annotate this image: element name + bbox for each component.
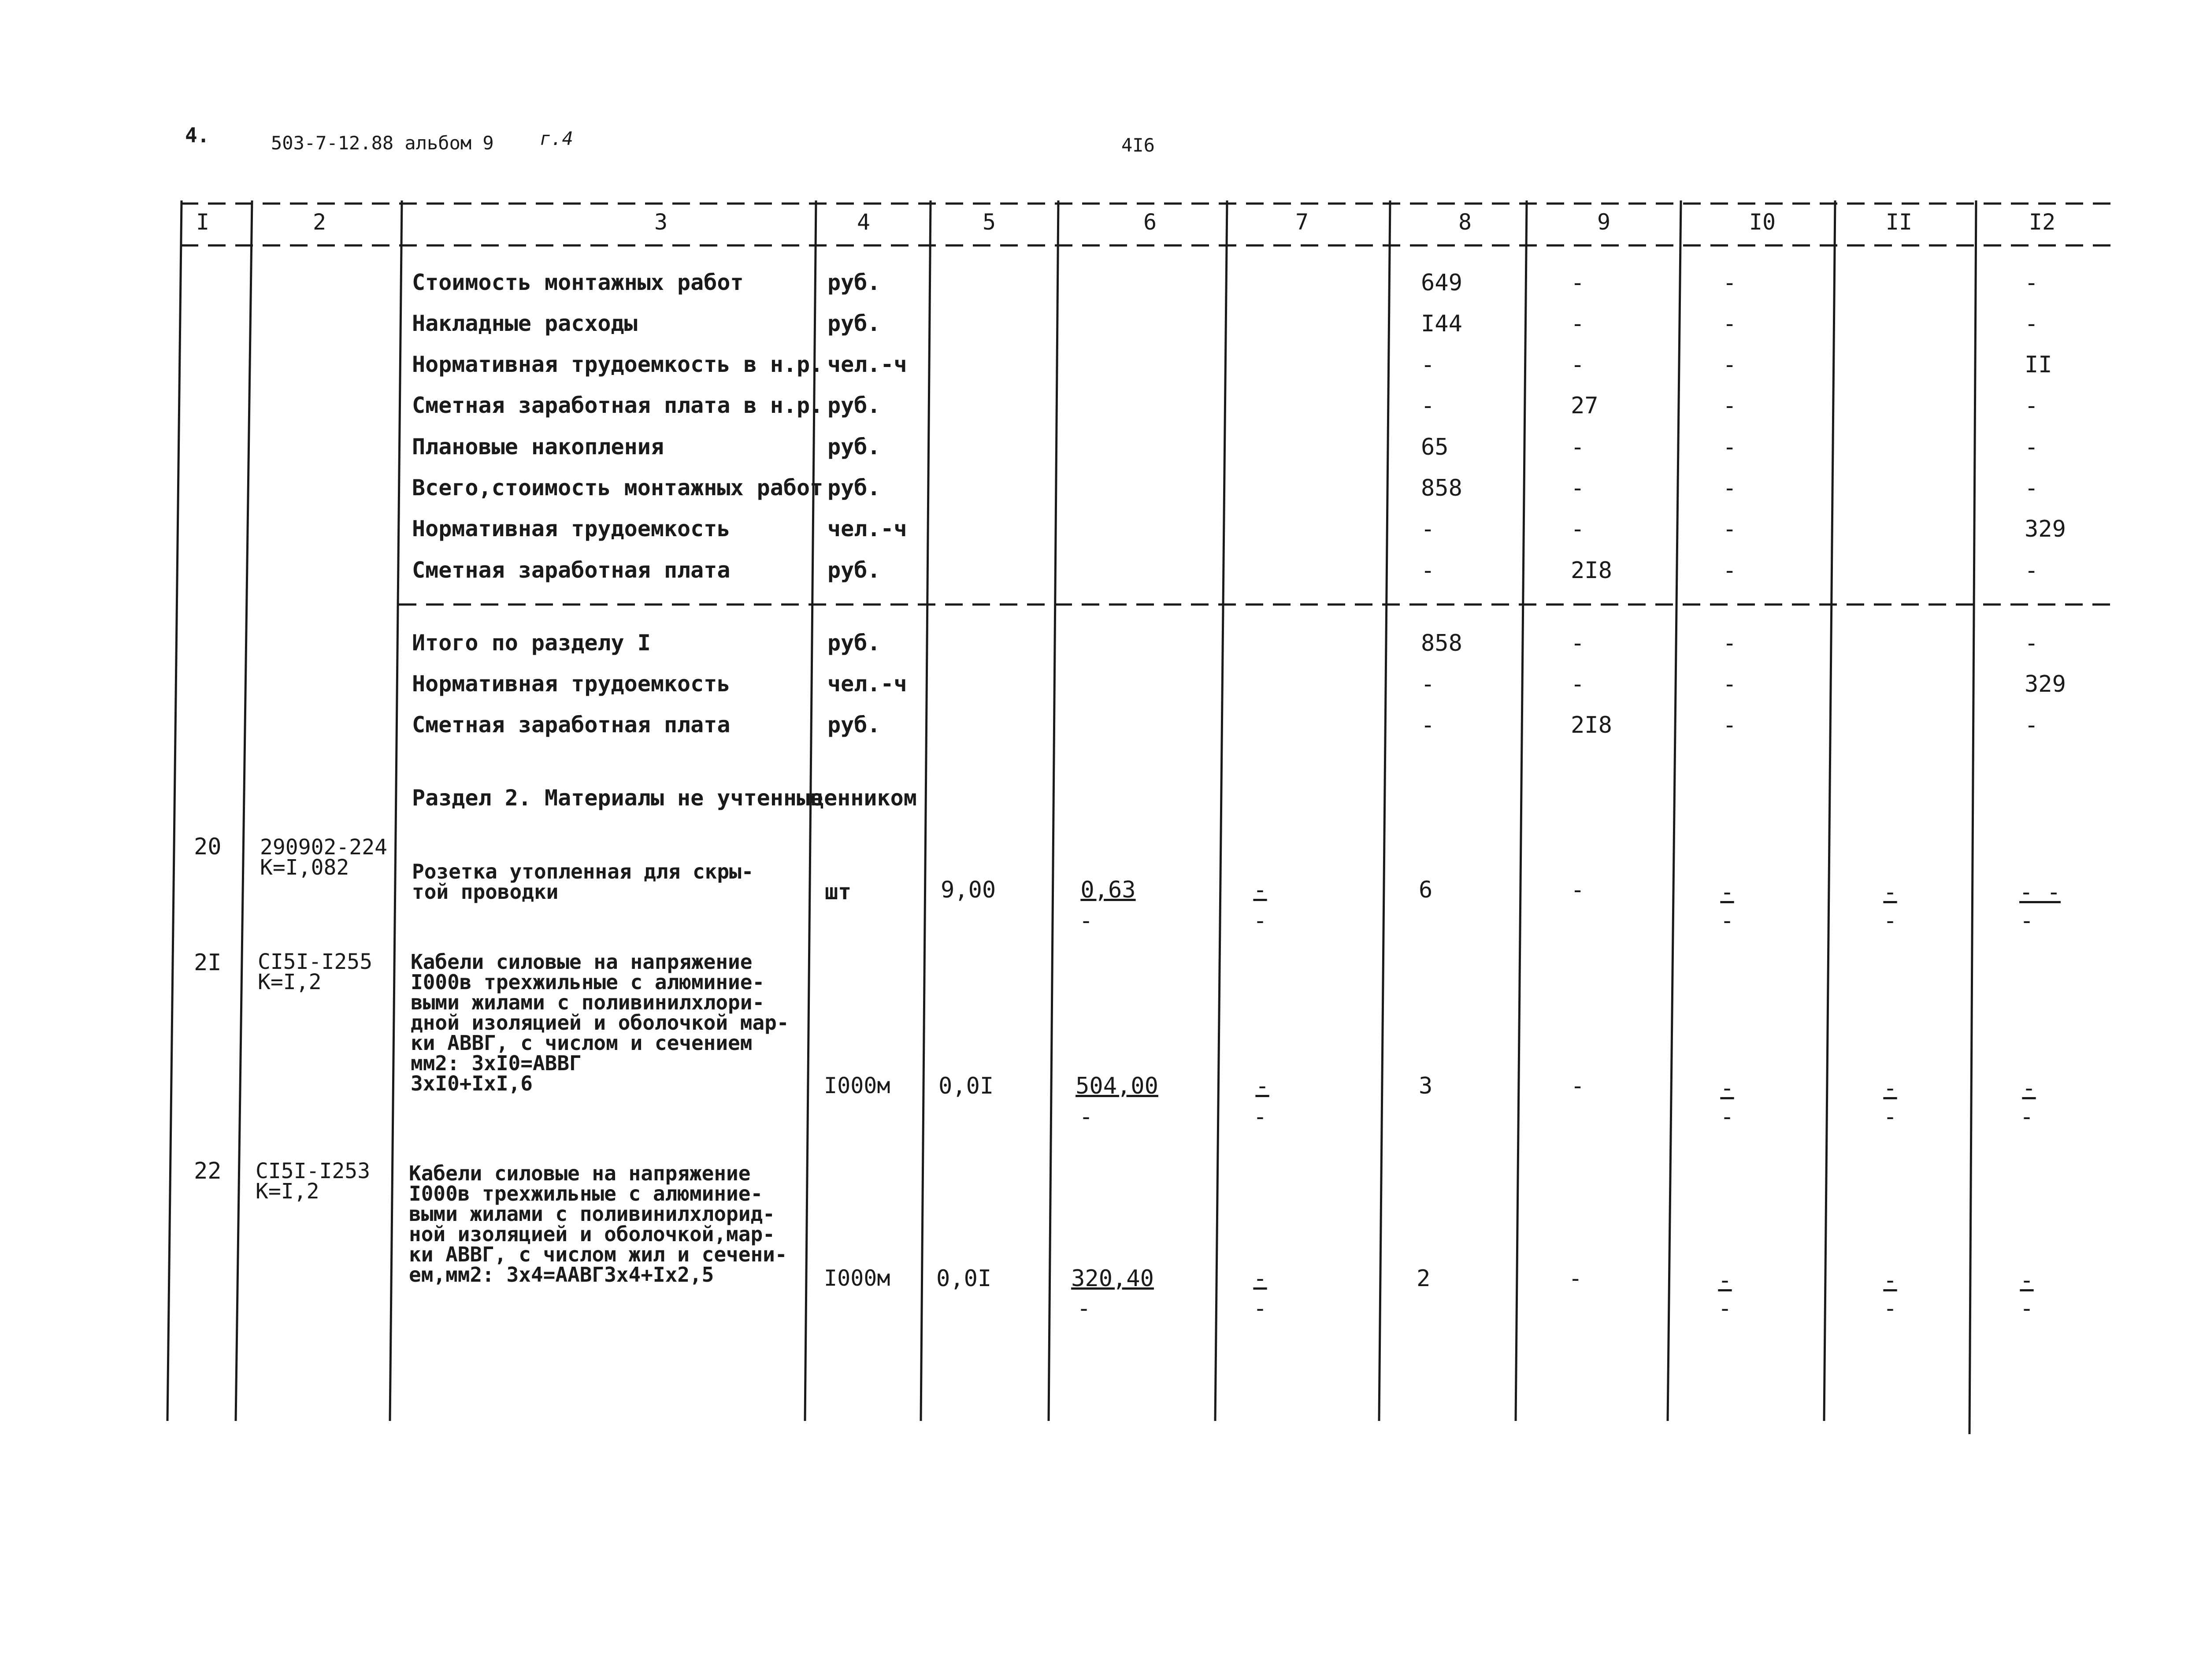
column-number: I: [196, 209, 210, 235]
row-description: Нормативная трудоемкость: [412, 671, 731, 697]
value-col12: 329: [2025, 671, 2066, 697]
item-coefficient: К=I,2: [256, 1179, 319, 1204]
section-title-continuation: ценником: [811, 785, 917, 811]
item-description: той проводки: [412, 880, 559, 904]
value-col7-top: -: [1253, 877, 1267, 903]
item-description: I000в трехжильные с алюминие-: [409, 1182, 763, 1205]
row-unit: руб.: [827, 270, 881, 295]
value-col9: -: [1571, 270, 1585, 296]
item-quantity: 0,0I: [936, 1265, 992, 1292]
column-number: II: [1885, 209, 1913, 235]
row-unit: чел.-ч: [827, 671, 907, 697]
column-number: 4: [857, 209, 871, 235]
value-col12: -: [2025, 557, 2039, 584]
value-col12: -: [2025, 630, 2039, 656]
item-code: СI5I-I255: [258, 949, 373, 974]
item-price: 504,00: [1076, 1073, 1158, 1099]
value-col8: -: [1421, 516, 1435, 542]
column-number: 5: [982, 209, 996, 235]
row-description: Сметная заработная плата: [412, 712, 731, 738]
row-description: Накладные расходы: [412, 311, 638, 336]
value-col9: -: [1571, 630, 1585, 656]
item-description: Кабели силовые на напряжение: [411, 950, 753, 974]
row-description: Плановые накопления: [412, 434, 664, 460]
value-col12: -: [2025, 311, 2039, 337]
column-number: I2: [2029, 209, 2056, 235]
item-number: 20: [194, 834, 222, 860]
item-unit: I000м: [824, 1073, 890, 1098]
column-number: 9: [1597, 209, 1611, 235]
value-col12: -: [2025, 270, 2039, 296]
value-col9: 2I8: [1571, 557, 1612, 584]
item-unit: I000м: [824, 1265, 890, 1291]
value-col10-bottom: -: [1720, 908, 1734, 934]
item-price-bottom: -: [1077, 1295, 1091, 1322]
value-col12-bottom: -: [2020, 1104, 2034, 1130]
item-quantity: 9,00: [941, 877, 996, 903]
column-number: 7: [1295, 209, 1309, 235]
value-col10: -: [1723, 434, 1737, 460]
value-col7-top: -: [1255, 1073, 1269, 1099]
value-col8: 858: [1421, 630, 1462, 656]
document-code: 503-7-12.88 альбом 9: [271, 132, 494, 154]
handwritten-note: г.4: [540, 128, 573, 149]
value-col9: -: [1571, 671, 1585, 697]
value-col10-top: -: [1720, 879, 1734, 905]
section-title: Раздел 2. Материалы не учтенные: [412, 785, 823, 811]
item-description: I000в трехжильные с алюминие-: [411, 970, 765, 994]
page-number: 4I6: [1121, 134, 1155, 156]
value-col7-top: -: [1253, 1265, 1267, 1292]
value-col8: 65: [1421, 434, 1449, 460]
column-number: 3: [654, 209, 668, 235]
value-col10-top: -: [1720, 1075, 1734, 1101]
value-col10: -: [1723, 671, 1737, 697]
row-unit: руб.: [827, 630, 881, 656]
item-price: 320,40: [1071, 1265, 1154, 1292]
value-col8: 6: [1419, 877, 1433, 903]
value-col7-bottom: -: [1253, 1104, 1267, 1130]
value-col9: -: [1571, 434, 1585, 460]
value-col8: 858: [1421, 475, 1462, 501]
item-description: ем,мм2: 3х4=ААВГ3х4+Iх2,5: [409, 1263, 714, 1287]
item-description: дной изоляцией и оболочкой мар-: [411, 1011, 789, 1035]
value-col10: -: [1723, 516, 1737, 542]
item-coefficient: К=I,082: [260, 855, 349, 880]
value-col8: 3: [1419, 1073, 1433, 1099]
value-col9: 27: [1571, 393, 1598, 419]
value-col9: -: [1571, 475, 1585, 501]
row-unit: руб.: [827, 557, 881, 583]
value-col10-bottom: -: [1718, 1295, 1732, 1322]
value-col10-top: -: [1718, 1267, 1732, 1294]
row-unit: чел.-ч: [827, 352, 907, 377]
row-unit: руб.: [827, 475, 881, 501]
value-col11-bottom: -: [1883, 1104, 1897, 1130]
value-col10-bottom: -: [1720, 1104, 1734, 1130]
value-col9: 2I8: [1571, 712, 1612, 738]
value-col11-bottom: -: [1883, 908, 1897, 934]
row-description: Всего,стоимость монтажных работ: [412, 475, 823, 501]
value-col10: -: [1723, 270, 1737, 296]
item-description: ки АВВГ, с числом жил и сечени-: [409, 1242, 787, 1266]
value-col11-top: -: [1883, 1267, 1897, 1294]
value-col12-bottom: -: [2020, 908, 2034, 934]
value-col12-top: -: [2020, 1267, 2034, 1294]
item-price-bottom: -: [1079, 1104, 1093, 1130]
item-number: 2I: [194, 949, 222, 976]
row-description: Нормативная трудоемкость: [412, 516, 731, 541]
value-col12: II: [2025, 352, 2052, 378]
column-number: I0: [1749, 209, 1776, 235]
value-col10: -: [1723, 475, 1737, 501]
value-col10: -: [1723, 630, 1737, 656]
value-col12: -: [2025, 393, 2039, 419]
row-unit: руб.: [827, 712, 881, 738]
value-col10: -: [1723, 352, 1737, 378]
item-description: Кабели силовые на напряжение: [409, 1161, 751, 1185]
value-col12: -: [2025, 712, 2039, 738]
item-quantity: 0,0I: [938, 1073, 994, 1099]
value-col8: -: [1421, 393, 1435, 419]
value-col10: -: [1723, 557, 1737, 584]
value-col9: -: [1569, 1265, 1583, 1292]
row-unit: чел.-ч: [827, 516, 907, 541]
item-number: 4.: [185, 123, 210, 147]
item-price: 0,63: [1080, 877, 1136, 903]
item-description: ки АВВГ, с числом и сечением: [411, 1031, 753, 1055]
row-unit: руб.: [827, 434, 881, 460]
value-col12-bottom: -: [2020, 1295, 2034, 1322]
value-col8: 649: [1421, 270, 1462, 296]
item-unit: шт: [825, 879, 852, 905]
value-col9: -: [1571, 311, 1585, 337]
item-description: выми жилами с поливинилхлорид-: [409, 1202, 775, 1226]
row-unit: руб.: [827, 311, 881, 336]
row-description: Сметная заработная плата: [412, 557, 731, 583]
item-description: Розетка утопленная для скры-: [412, 860, 754, 883]
value-col11-top: -: [1883, 879, 1897, 905]
item-code: 290902-224: [260, 835, 387, 860]
value-col12-top: - -: [2019, 879, 2061, 905]
item-coefficient: К=I,2: [258, 970, 322, 994]
value-col11-top: -: [1883, 1075, 1897, 1101]
row-description: Нормативная трудоемкость в н.р.: [412, 352, 823, 377]
value-col10: -: [1723, 311, 1737, 337]
value-col9: -: [1571, 877, 1585, 903]
item-description: ной изоляцией и оболочкой,мар-: [409, 1222, 775, 1246]
item-description: выми жилами с поливинилхлори-: [411, 990, 765, 1014]
item-number: 22: [194, 1158, 222, 1184]
value-col7-bottom: -: [1253, 908, 1267, 934]
value-col12: -: [2025, 434, 2039, 460]
item-description: 3хI0+IхI,6: [411, 1072, 533, 1095]
value-col12: 329: [2025, 516, 2066, 542]
value-col8: -: [1421, 557, 1435, 584]
row-description: Итого по разделу I: [412, 630, 651, 656]
item-price-bottom: -: [1079, 908, 1093, 934]
value-col7-bottom: -: [1253, 1295, 1267, 1322]
value-col8: I44: [1421, 311, 1462, 337]
value-col8: -: [1421, 712, 1435, 738]
row-unit: руб.: [827, 393, 881, 418]
row-description: Стоимость монтажных работ: [412, 270, 744, 295]
value-col8: -: [1421, 352, 1435, 378]
value-col10: -: [1723, 393, 1737, 419]
value-col12-top: -: [2022, 1075, 2036, 1101]
value-col8: -: [1421, 671, 1435, 697]
value-col9: -: [1571, 516, 1585, 542]
item-description: мм2: 3хI0=АВВГ: [411, 1051, 582, 1075]
value-col8: 2: [1417, 1265, 1431, 1292]
column-number: 2: [312, 209, 326, 235]
column-number: 6: [1143, 209, 1157, 235]
item-code: СI5I-I253: [256, 1159, 371, 1183]
value-col9: -: [1571, 352, 1585, 378]
value-col10: -: [1723, 712, 1737, 738]
value-col12: -: [2025, 475, 2039, 501]
value-col11-bottom: -: [1883, 1295, 1897, 1322]
row-description: Сметная заработная плата в н.р.: [412, 393, 823, 418]
column-number: 8: [1458, 209, 1472, 235]
value-col9: -: [1571, 1073, 1585, 1099]
